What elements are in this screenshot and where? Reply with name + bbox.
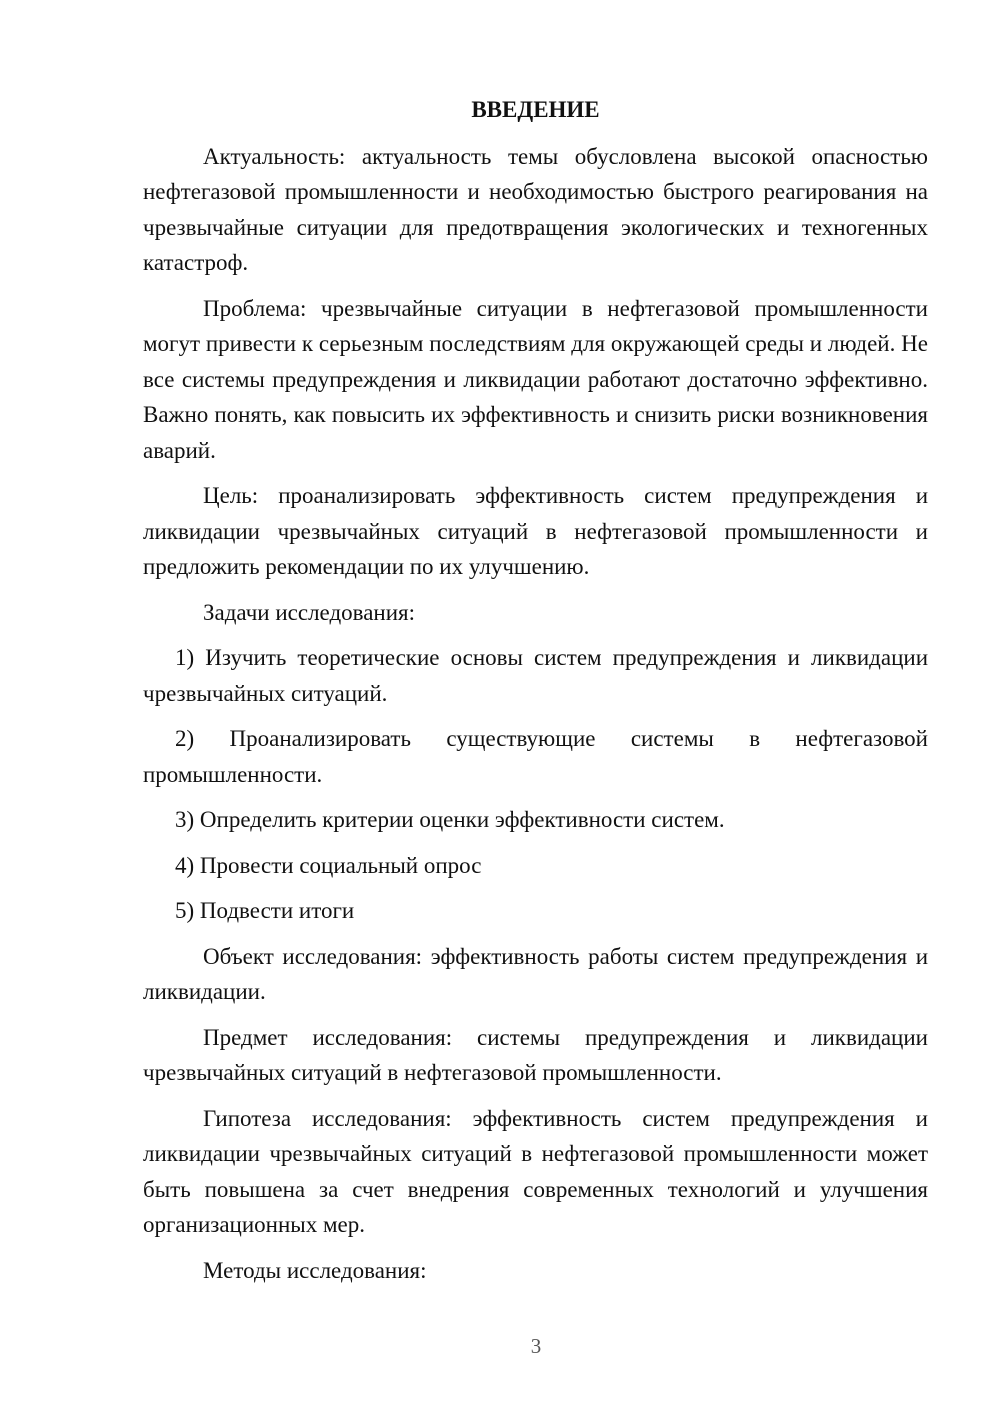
task-item-4: 4) Провести социальный опрос (175, 852, 482, 878)
paragraph-goal: Цель: проанализировать эффективность систем предупреждения и ликвидации чрезвычайных ситуаций в нефтегазовой промышленности и предложить рекомендации по их улучшению. (143, 483, 928, 579)
section-title: ВВЕДЕНИЕ (471, 97, 600, 122)
document-body (143, 92, 928, 1298)
paragraph-relevance: Актуальность: актуальность темы обусловлена высокой опасностью нефтегазовой промышленности и необходимостью быстрого реагирования на чрезвычайные ситуации для предотвращения экологических и техногенных катастроф. (143, 143, 928, 275)
task-item-1: 1) Изучить теоретические основы систем предупреждения и ликвидации чрезвычайных ситуаций. (143, 645, 928, 706)
task-item-3: 3) Определить критерии оценки эффективности систем. (175, 807, 725, 832)
paragraph-hypothesis: Гипотеза исследования: эффективность систем предупреждения и ликвидации чрезвычайных ситуаций в нефтегазовой промышленности может быть повышена за счет внедрения современных технологий и улучшения организационных мер. (143, 1105, 928, 1237)
paragraph-methods: Методы исследования: (203, 1257, 427, 1283)
page-number: 3 (530, 1334, 542, 1358)
task-item-2: 2) Проанализировать существующие системы в нефтегазовой промышленности. (143, 726, 928, 787)
paragraph-object: Объект исследования: эффективность работы систем предупреждения и ликвидации. (143, 943, 928, 1004)
paragraph-subject: Предмет исследования: системы предупреждения и ликвидации чрезвычайных ситуаций в нефтегазовой промышленности. (143, 1024, 928, 1085)
task-item-5: 5) Подвести итоги (175, 898, 355, 923)
paragraph-problem: Проблема: чрезвычайные ситуации в нефтегазовой промышленности могут привести к серьезным последствиям для окружающей среды и людей. Не все системы предупреждения и ликвидации работают достаточно эффективно. Важно понять, как повысить их эффективность и снизить риски возникновения аварий. (143, 295, 928, 463)
paragraph-tasks-heading: Задачи исследования: (203, 599, 416, 625)
